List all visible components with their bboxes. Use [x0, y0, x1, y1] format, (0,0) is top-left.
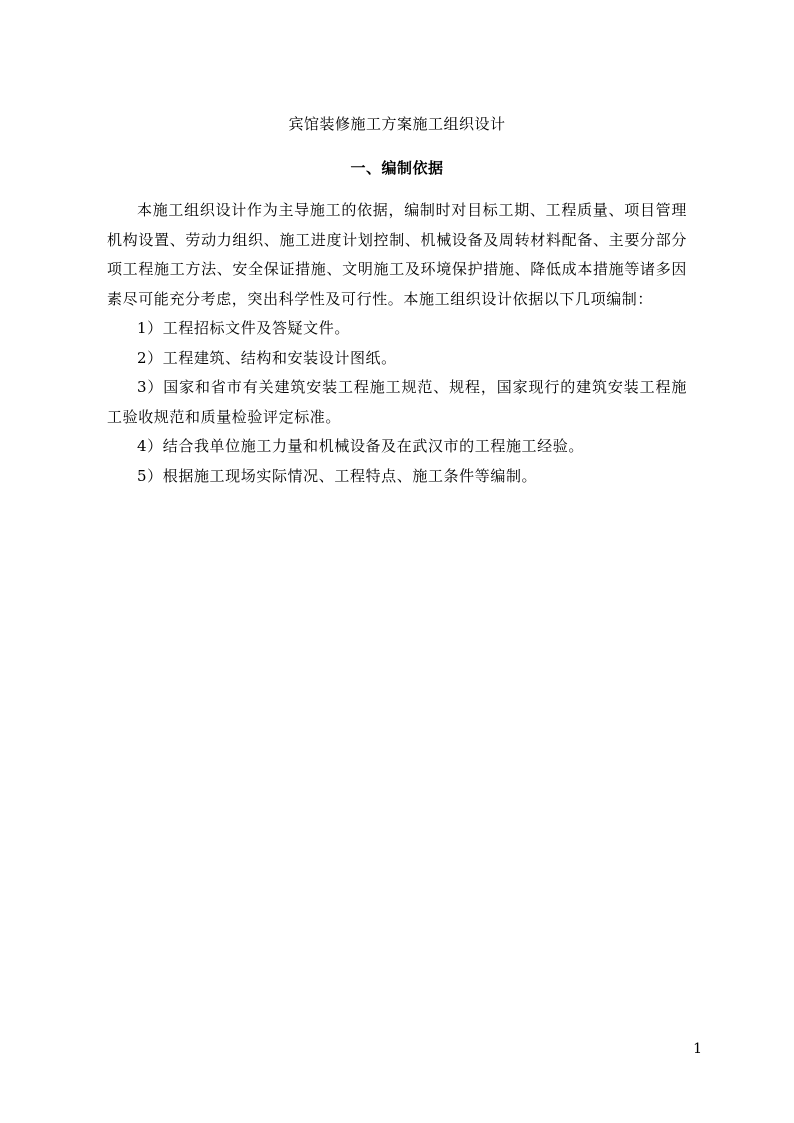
basis-item-5: 5）根据施工现场实际情况、工程特点、施工条件等编制。: [137, 466, 538, 485]
section-heading: 一、编制依据: [350, 159, 444, 177]
page-number: 1: [693, 1041, 702, 1057]
basis-item-3: 3）国家和省市有关建筑安装工程施工规范、规程，国家现行的建筑安装工程施工验收规范和质量检验评定标准。: [107, 378, 687, 426]
basis-item-4: 4）结合我单位施工力量和机械设备及在武汉市的工程施工经验。: [137, 437, 584, 455]
document-title: 宾馆装修施工方案施工组织设计: [288, 115, 506, 133]
document-body: [107, 196, 687, 491]
intro-paragraph: 本施工组织设计作为主导施工的依据，编制时对目标工期、工程质量、项目管理机构设置、劳动力组织、施工进度计划控制、机械设备及周转材料配备、主要分部分项工程施工方法、安全保证措施、文明施工及环境保护措施、降低成本措施等诸多因素尽可能充分考虑，突出科学性及可行性。本施工组织设计依据以下几项编制：: [107, 201, 687, 308]
basis-item-2: 2）工程建筑、结构和安装设计图纸。: [137, 348, 397, 367]
basis-item-1: 1）工程招标文件及答疑文件。: [137, 319, 350, 337]
